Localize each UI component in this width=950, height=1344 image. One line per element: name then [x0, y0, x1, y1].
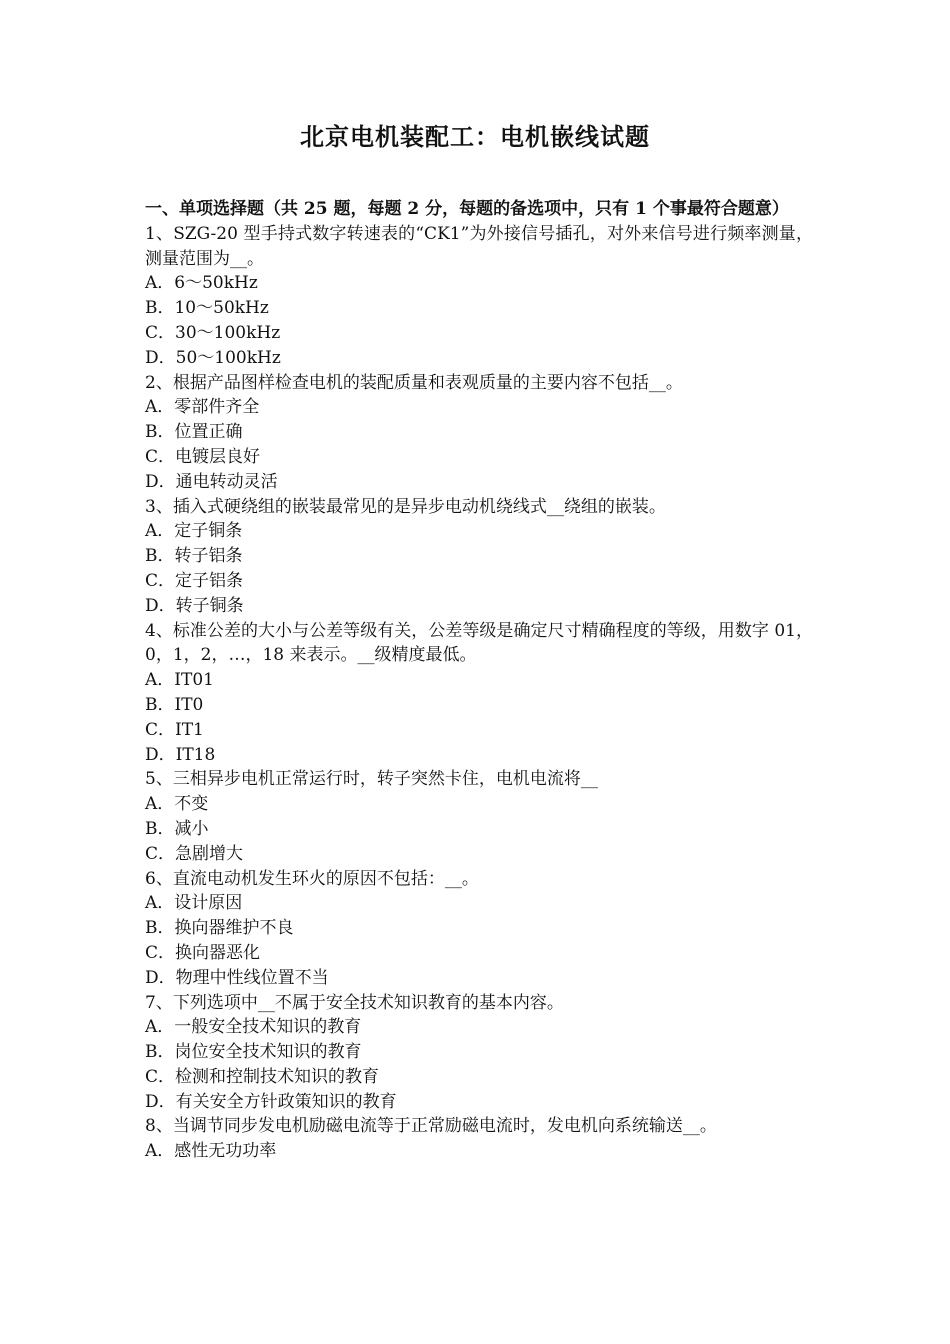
option-d: D．IT18 — [145, 744, 216, 765]
question-4 — [145, 619, 813, 768]
option-a: A．IT01 — [145, 670, 214, 691]
option-c: C．换向器恶化 — [145, 942, 261, 963]
option-b: B．减小 — [145, 818, 209, 839]
question-6 — [145, 867, 813, 991]
option-d: D．通电转动灵活 — [145, 471, 278, 492]
option-b: B．IT0 — [145, 694, 204, 715]
option-d: D．有关安全方针政策知识的教育 — [145, 1091, 397, 1112]
option-c: C．IT1 — [145, 719, 204, 740]
question-5 — [145, 767, 813, 866]
question-7 — [145, 991, 813, 1115]
question-stem: 6、直流电动机发生环火的原因不包括：__。 — [145, 868, 479, 889]
option-a: A．一般安全技术知识的教育 — [145, 1017, 362, 1038]
option-d: D．50～100kHz — [145, 347, 281, 368]
option-d: D．物理中性线位置不当 — [145, 967, 329, 988]
option-c: C．检测和控制技术知识的教育 — [145, 1066, 380, 1087]
document-title: 北京电机装配工：电机嵌线试题 — [300, 122, 650, 151]
question-1 — [145, 222, 813, 371]
question-stem: 2、根据产品图样检查电机的装配质量和表观质量的主要内容不包括__。 — [145, 372, 683, 393]
question-2 — [145, 371, 813, 495]
option-b: B．10～50kHz — [145, 298, 269, 319]
question-stem: 3、插入式硬绕组的嵌装最常见的是异步电动机绕线式__绕组的嵌装。 — [145, 496, 666, 517]
question-stem: 4、标准公差的大小与公差等级有关，公差等级是确定尺寸精确程度的等级，用数字 01，0，1，2，…，18 来表示。__级精度最低。 — [145, 620, 813, 666]
option-a: A．定子铜条 — [145, 521, 243, 542]
question-stem: 5、三相异步电机正常运行时，转子突然卡住，电机电流将__ — [145, 769, 598, 790]
question-8 — [145, 1114, 813, 1164]
option-c: C．电镀层良好 — [145, 446, 261, 467]
option-b: B．换向器维护不良 — [145, 918, 294, 939]
option-b: B．转子铝条 — [145, 546, 243, 567]
option-c: C．定子铝条 — [145, 570, 244, 591]
option-a: A．感性无功功率 — [145, 1141, 277, 1162]
option-b: B．岗位安全技术知识的教育 — [145, 1042, 362, 1063]
option-a: A．设计原因 — [145, 893, 243, 914]
option-a: A．零部件齐全 — [145, 397, 260, 418]
question-stem: 7、下列选项中__不属于安全技术知识教育的基本内容。 — [145, 992, 564, 1013]
question-stem: 8、当调节同步发电机励磁电流等于正常励磁电流时，发电机向系统输送__。 — [145, 1116, 717, 1137]
section-header: 一、单项选择题（共 25 题，每题 2 分，每题的备选项中，只有 1 个事最符合题意） — [145, 199, 789, 219]
question-3 — [145, 495, 813, 619]
option-d: D．转子铜条 — [145, 595, 244, 616]
option-a: A．6～50kHz — [145, 273, 258, 294]
question-stem: 1、SZG-20 型手持式数字转速表的“CK1”为外接信号插孔，对外来信号进行频率测量，测量范围为__。 — [145, 223, 813, 269]
document-body — [145, 197, 813, 1164]
option-c: C．急剧增大 — [145, 843, 244, 864]
option-a: A．不变 — [145, 794, 209, 815]
option-c: C．30～100kHz — [145, 322, 281, 343]
option-b: B．位置正确 — [145, 422, 243, 443]
